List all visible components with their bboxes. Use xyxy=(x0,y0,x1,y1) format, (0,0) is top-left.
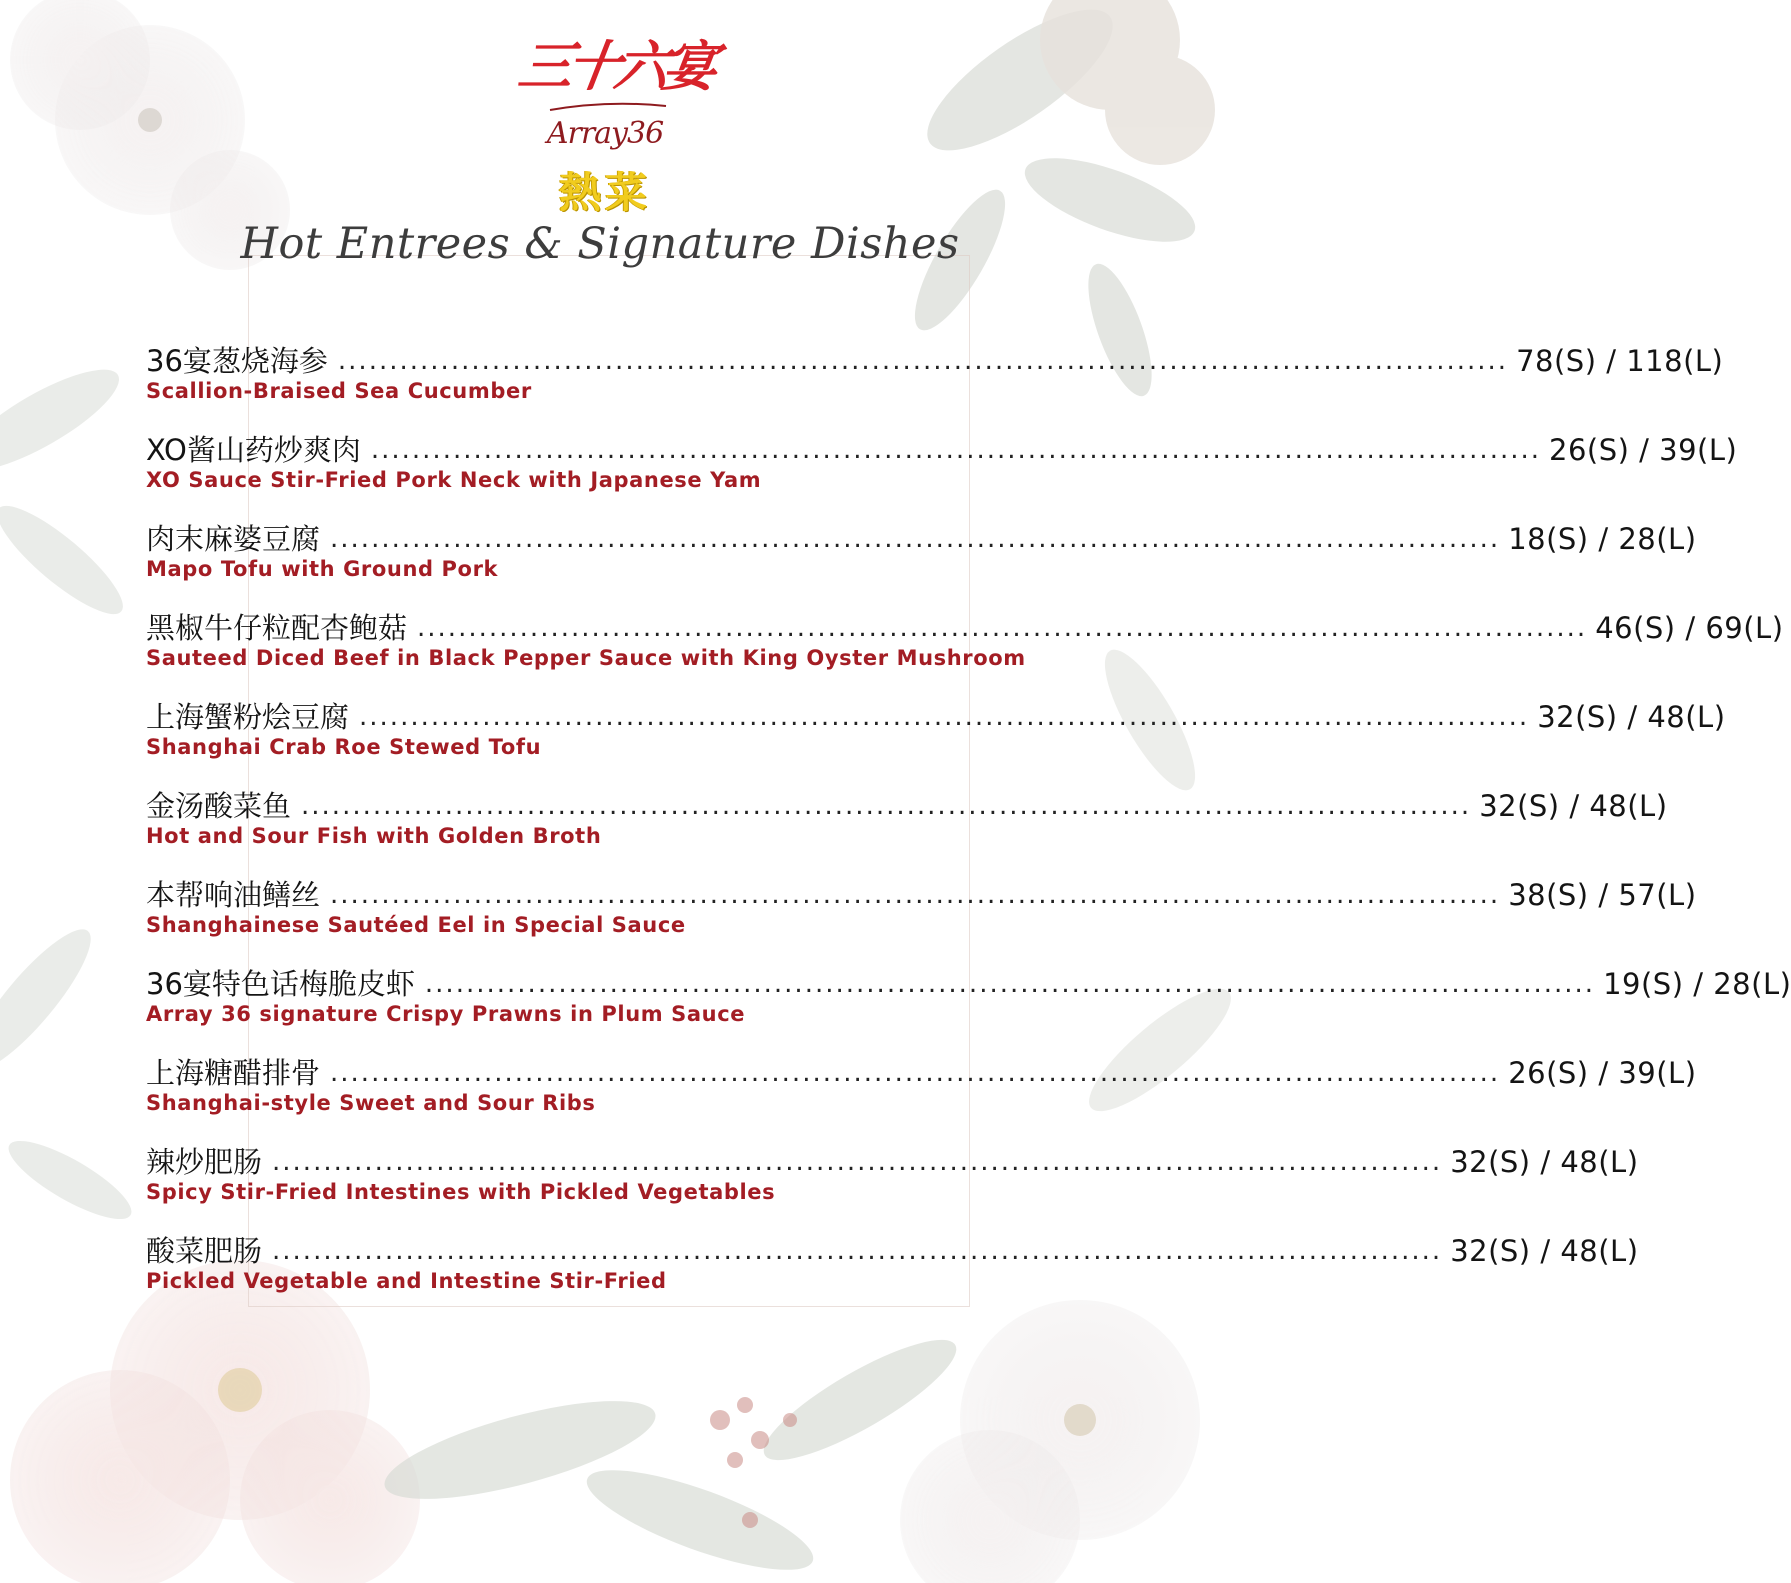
dish-price: 32(S) / 48(L) xyxy=(1450,1234,1639,1268)
menu-item xyxy=(146,692,1726,772)
dish-price: 19(S) / 28(L) xyxy=(1603,967,1791,1001)
restaurant-logo-chinese: 三十六宴 xyxy=(514,34,716,98)
dish-name-english: Shanghai-style Sweet and Sour Ribs xyxy=(146,1091,596,1115)
dot-leader: .................................................................................................................. xyxy=(359,702,1530,732)
dish-name-chinese: 36宴特色话梅脆皮虾 xyxy=(146,967,415,1001)
dish-name-english: Shanghainese Sautéed Eel in Special Sauce xyxy=(146,913,686,937)
menu-item xyxy=(146,1048,1697,1128)
restaurant-logo-english: Array36 xyxy=(546,116,664,151)
menu-item xyxy=(146,603,1784,683)
dish-name-english: Array 36 signature Crispy Prawns in Plum Sauce xyxy=(146,1002,746,1026)
menu-item xyxy=(146,959,1791,1039)
dish-name-chinese: 上海糖醋排骨 xyxy=(146,1056,321,1090)
dish-name-english: Hot and Sour Fish with Golden Broth xyxy=(146,824,602,848)
dot-leader: .................................................................................................................. xyxy=(301,791,1472,821)
menu-item xyxy=(146,1137,1639,1217)
dish-name-english: XO Sauce Stir-Fried Pork Neck with Japanese Yam xyxy=(146,468,762,492)
dot-leader: .................................................................................................................. xyxy=(330,524,1501,554)
dish-name-chinese: 36宴葱烧海参 xyxy=(146,344,328,378)
dish-name-chinese: 肉末麻婆豆腐 xyxy=(146,522,321,556)
dish-name-english: Mapo Tofu with Ground Pork xyxy=(146,557,499,581)
dish-name-chinese: 酸菜肥肠 xyxy=(146,1234,263,1268)
dish-name-chinese: 黑椒牛仔粒配杏鲍菇 xyxy=(146,611,408,645)
dish-name-english: Shanghai Crab Roe Stewed Tofu xyxy=(146,735,542,759)
dish-name-english: Pickled Vegetable and Intestine Stir-Fried xyxy=(146,1269,667,1293)
dish-price: 78(S) / 118(L) xyxy=(1516,344,1724,378)
dot-leader: .................................................................................................................. xyxy=(370,435,1542,465)
dot-leader: .................................................................................................................. xyxy=(424,969,1596,999)
menu-header xyxy=(0,0,1193,300)
dish-name-english: Sauteed Diced Beef in Black Pepper Sauce with King Oyster Mushroom xyxy=(146,646,1026,670)
dish-price: 26(S) / 39(L) xyxy=(1549,433,1738,467)
menu-item xyxy=(146,425,1738,505)
menu-item xyxy=(146,336,1724,416)
dish-price: 32(S) / 48(L) xyxy=(1450,1145,1639,1179)
menu-item xyxy=(146,514,1697,594)
dot-leader: .................................................................................................................. xyxy=(417,613,1588,643)
menu-item xyxy=(146,781,1668,861)
dish-name-chinese: 上海蟹粉烩豆腐 xyxy=(146,700,350,734)
dish-name-english: Spicy Stir-Fried Intestines with Pickled Vegetables xyxy=(146,1180,776,1204)
section-title-english: Hot Entrees & Signature Dishes xyxy=(240,219,960,269)
dish-price: 46(S) / 69(L) xyxy=(1595,611,1784,645)
dot-leader: .................................................................................................................. xyxy=(330,1058,1501,1088)
menu-item xyxy=(146,1226,1639,1306)
dish-price: 32(S) / 48(L) xyxy=(1537,700,1726,734)
dish-name-english: Scallion-Braised Sea Cucumber xyxy=(146,379,532,403)
dish-name-chinese: XO酱山药炒爽肉 xyxy=(146,433,361,467)
dish-price: 38(S) / 57(L) xyxy=(1508,878,1697,912)
dish-price: 18(S) / 28(L) xyxy=(1508,522,1697,556)
menu-item xyxy=(146,870,1697,950)
dot-leader: .................................................................................................................. xyxy=(337,346,1509,376)
dish-price: 32(S) / 48(L) xyxy=(1479,789,1668,823)
dish-name-chinese: 金汤酸菜鱼 xyxy=(146,789,292,823)
dish-name-chinese: 辣炒肥肠 xyxy=(146,1145,263,1179)
dish-name-chinese: 本帮响油鳝丝 xyxy=(146,878,321,912)
dish-price: 26(S) / 39(L) xyxy=(1508,1056,1697,1090)
dot-leader: .................................................................................................................. xyxy=(272,1147,1443,1177)
section-title-chinese: 熱菜 xyxy=(558,168,651,217)
dot-leader: .................................................................................................................. xyxy=(272,1236,1443,1266)
dot-leader: .................................................................................................................. xyxy=(330,880,1501,910)
